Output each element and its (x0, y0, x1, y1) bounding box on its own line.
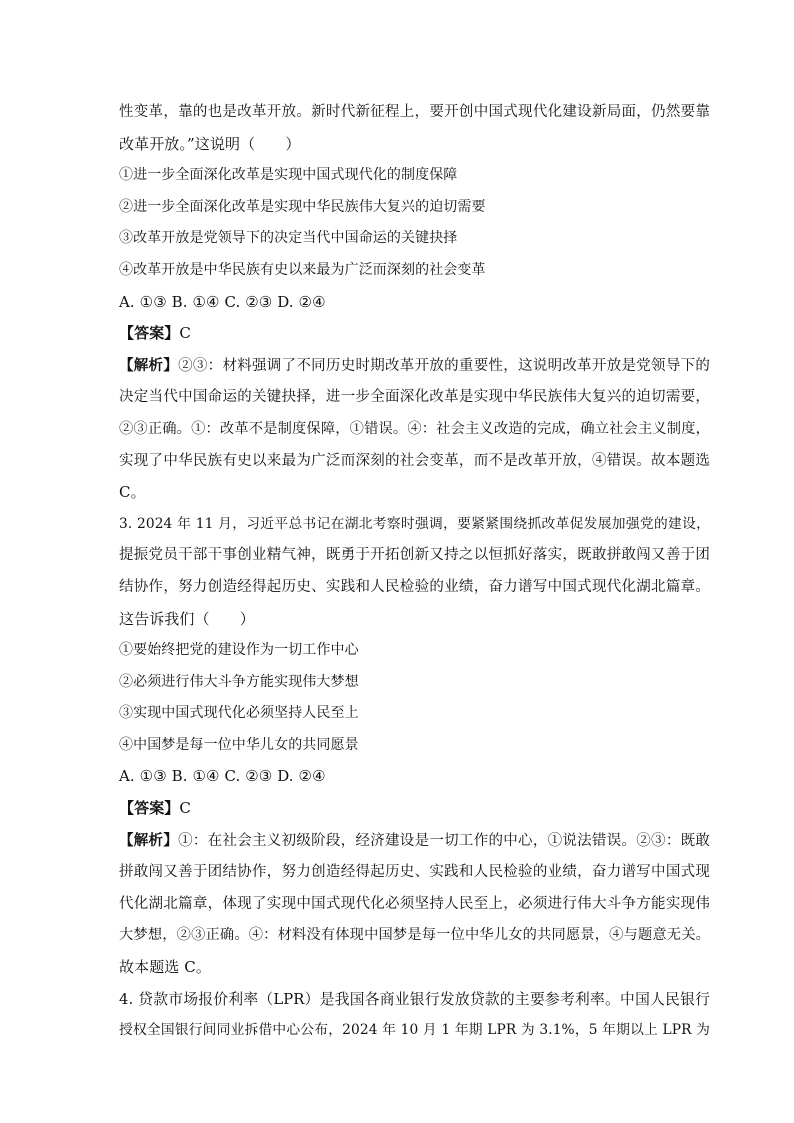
option-item: ④中国梦是每一位中华儿女的共同愿景 (119, 736, 359, 753)
question-stem-line: 授权全国银行间同业拆借中心公布，2024 年 10 月 1 年期 LPR 为 3.1%，5 年期以上 LPR 为 (119, 1022, 710, 1039)
answer-line (119, 318, 710, 350)
question-stem-line: 提振党员干部干事创业精气神，既勇于开拓创新又持之以恒抓好落实，既敢拼敢闯又善于团 (119, 547, 710, 564)
analysis-text: ②③：材料强调了不同历史时期改革开放的重要性，这说明改革开放是党领导下的 (178, 357, 710, 374)
option-item: ②必须进行伟大斗争方能实现伟大梦想 (119, 673, 359, 690)
analysis-line: ②③正确。①：改革不是制度保障，①错误。④：社会主义改造的完成，确立社会主义制度， (119, 420, 710, 437)
analysis-line: C。 (119, 483, 146, 502)
answer-tag: 【答案】 (119, 799, 180, 818)
question-3 (119, 509, 710, 984)
question-stem-line: 3. 2024 年 11 月，习近平总书记在湖北考察时强调，要紧紧围绕抓改革促发展加强党的建设， (119, 515, 710, 532)
analysis-line: 故本题选 C。 (119, 958, 211, 977)
analysis-line (119, 825, 710, 858)
answer-value: C (179, 799, 191, 818)
option-item: ①进一步全面深化改革是实现中国式现代化的制度保障 (119, 167, 458, 184)
analysis-tag: 【解析】 (119, 356, 179, 374)
analysis-line: 决定当代中国命运的关键抉择，进一步全面深化改革是实现中华民族伟大复兴的迫切需要， (119, 389, 710, 406)
question-stem-line: 结协作，努力创造经得起历史、实践和人民检验的业绩，奋力谱写中国式现代化湖北篇章。 (119, 578, 710, 595)
analysis-tag: 【解析】 (119, 831, 179, 849)
answer-choices: A. ①③ B. ①④ C. ②③ D. ②④ (119, 767, 326, 786)
option-item: ④改革开放是中华民族有史以来最为广泛而深刻的社会变革 (119, 261, 486, 278)
option-item: ①要始终把党的建设作为一切工作中心 (119, 642, 359, 659)
answer-choices: A. ①③ B. ①④ C. ②③ D. ②④ (119, 292, 326, 311)
option-item: ②进一步全面深化改革是实现中华民族伟大复兴的迫切需要 (119, 198, 486, 215)
answer-line (119, 793, 710, 825)
question-2 (119, 97, 710, 509)
question-stem-line: 这告诉我们（ ） (119, 609, 255, 628)
option-item: ③实现中国式现代化必须坚持人民至上 (119, 705, 359, 722)
analysis-line: 大梦想，②③正确。④：材料没有体现中国梦是每一位中华儿女的共同愿景，④与题意无关。 (119, 927, 710, 944)
analysis-line (119, 350, 710, 383)
question-4 (119, 984, 710, 1047)
analysis-line: 拼敢闯又善于团结协作，努力创造经得起历史、实践和人民检验的业绩，奋力谱写中国式现 (119, 864, 710, 881)
analysis-line: 代化湖北篇章，体现了实现中国式现代化必须坚持人民至上，必须进行伟大斗争方能实现伟 (119, 895, 710, 912)
option-item: ③改革开放是党领导下的决定当代中国命运的关键抉择 (119, 230, 458, 247)
question-stem-line: 性变革，靠的也是改革开放。新时代新征程上，要开创中国式现代化建设新局面，仍然要靠 (119, 104, 710, 120)
answer-value: C (179, 324, 191, 343)
question-stem-line: 改革开放。”这说明（ ） (119, 134, 301, 153)
analysis-line: 实现了中华民族有史以来最为广泛而深刻的社会变革，而不是改革开放，④错误。故本题选 (119, 452, 710, 469)
analysis-text: ①：在社会主义初级阶段，经济建设是一切工作的中心，①说法错误。②③：既敢 (178, 832, 710, 849)
question-stem-line: 4. 贷款市场报价利率（LPR）是我国各商业银行发放贷款的主要参考利率。中国人民银行 (119, 990, 710, 1008)
answer-tag: 【答案】 (119, 324, 180, 343)
